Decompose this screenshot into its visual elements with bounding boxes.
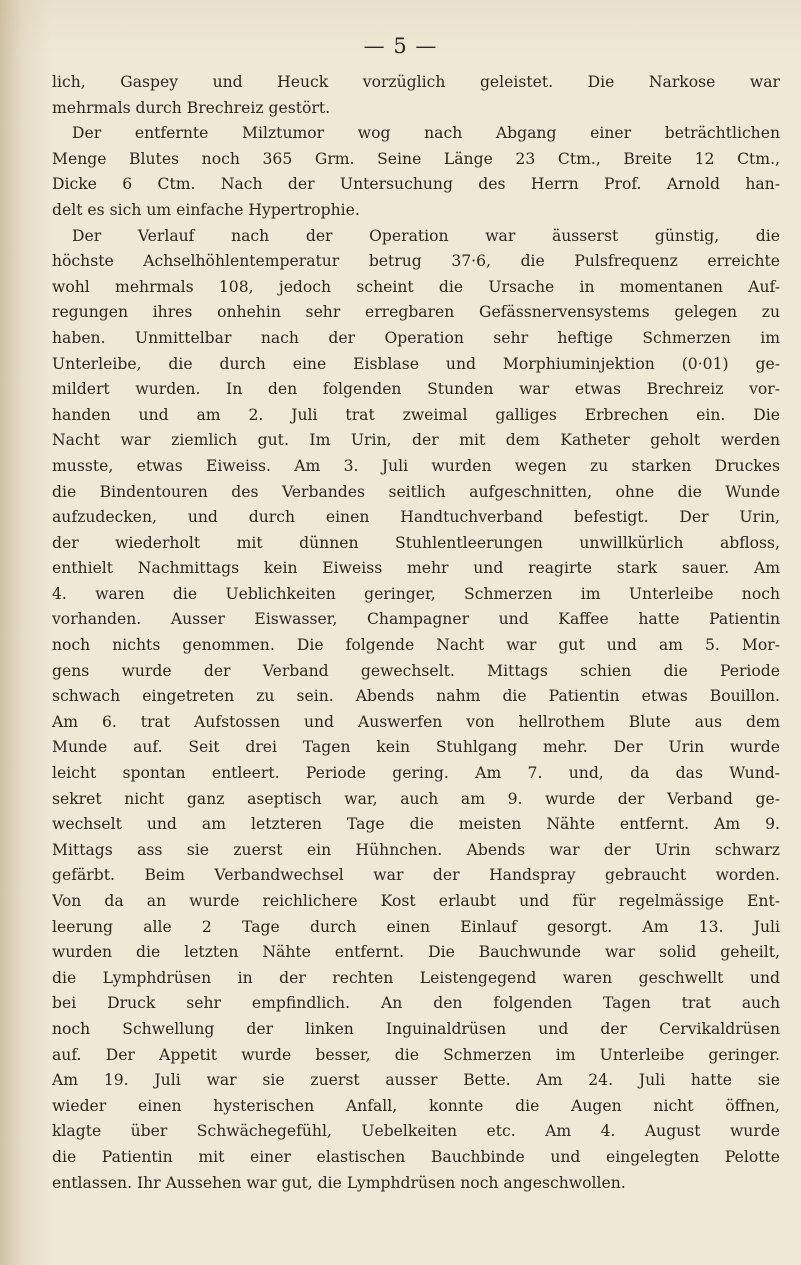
text-line: der wiederholt mit dünnen Stuhlentleerungen unwillkürlich abfloss, xyxy=(52,533,780,552)
text-line: Menge Blutes noch 365 Grm. Seine Länge 23 Ctm., Breite 12 Ctm., xyxy=(52,149,780,168)
text-line: wechselt und am letzteren Tage die meisten Nähte entfernt. Am 9. xyxy=(52,815,780,834)
text-line: Unterleibe, die durch eine Eisblase und Morphiuminjektion (0·01) ge- xyxy=(52,354,780,373)
text-line: die Patientin mit einer elastischen Bauchbinde und eingelegten Pelotte xyxy=(52,1147,780,1166)
text-line: klagte über Schwächegefühl, Uebelkeiten etc. Am 4. August wurde xyxy=(52,1122,780,1141)
text-line: regungen ihres onhehin sehr erregbaren Gefässnervensystems gelegen zu xyxy=(52,303,780,322)
text-line: Nacht war ziemlich gut. Im Urin, der mit dem Katheter geholt werden xyxy=(52,431,780,450)
text-line: handen und am 2. Juli trat zweimal galliges Erbrechen ein. Die xyxy=(52,405,780,424)
text-line: Der entfernte Milztumor wog nach Abgang einer beträchtlichen xyxy=(72,124,780,143)
text-line: aufzudecken, und durch einen Handtuchverband befestigt. Der Urin, xyxy=(52,508,780,527)
text-line: Dicke 6 Ctm. Nach der Untersuchung des Herrn Prof. Arnold han- xyxy=(52,175,780,194)
text-line: leerung alle 2 Tage durch einen Einlauf gesorgt. Am 13. Juli xyxy=(52,917,780,936)
text-line: sekret nicht ganz aseptisch war, auch am 9. wurde der Verband ge- xyxy=(52,789,780,808)
text-line: vorhanden. Ausser Eiswasser, Champagner und Kaffee hatte Patientin xyxy=(52,610,780,629)
body-text xyxy=(52,70,780,1196)
text-line: die Lymphdrüsen in der rechten Leistengegend waren geschwellt und xyxy=(52,968,780,987)
text-line: wohl mehrmals 108, jedoch scheint die Ursache in momentanen Auf- xyxy=(52,277,780,296)
text-line: Von da an wurde reichlichere Kost erlaubt und für regelmässige Ent- xyxy=(52,892,780,910)
text-line: lich, Gaspey und Heuck vorzüglich geleistet. Die Narkose war xyxy=(52,73,780,91)
text-line: musste, etwas Eiweiss. Am 3. Juli wurden wegen zu starken Druckes xyxy=(52,456,780,475)
text-line: auf. Der Appetit wurde besser, die Schmerzen im Unterleibe geringer. xyxy=(52,1045,780,1064)
text-line: schwach eingetreten zu sein. Abends nahm die Patientin etwas Bouillon. xyxy=(52,687,780,706)
text-line: die Bindentouren des Verbandes seitlich aufgeschnitten, ohne die Wunde xyxy=(52,482,780,501)
text-line: höchste Achselhöhlentemperatur betrug 37·6, die Pulsfrequenz erreichte xyxy=(52,252,780,271)
text-line: Munde auf. Seit drei Tagen kein Stuhlgang mehr. Der Urin wurde xyxy=(52,738,780,757)
text-line: delt es sich um einfache Hypertrophie. xyxy=(52,200,360,219)
text-line: entlassen. Ihr Aussehen war gut, die Lymphdrüsen noch angeschwollen. xyxy=(52,1173,626,1192)
text-line: Mittags ass sie zuerst ein Hühnchen. Abends war der Urin schwarz xyxy=(52,840,780,859)
text-line: Am 6. trat Aufstossen und Auswerfen von hellrothem Blute aus dem xyxy=(52,712,780,731)
text-line: gens wurde der Verband gewechselt. Mittags schien die Periode xyxy=(52,661,780,680)
text-line: bei Druck sehr empfindlich. An den folgenden Tagen trat auch xyxy=(52,994,780,1013)
text-line: noch nichts genommen. Die folgende Nacht war gut und am 5. Mor- xyxy=(52,636,780,655)
text-line: enthielt Nachmittags kein Eiweiss mehr und reagirte stark sauer. Am xyxy=(52,559,780,578)
text-line: mehrmals durch Brechreiz gestört. xyxy=(52,98,331,117)
text-line: Am 19. Juli war sie zuerst ausser Bette. Am 24. Juli hatte sie xyxy=(52,1071,780,1090)
text-line: mildert wurden. In den folgenden Stunden war etwas Brechreiz vor- xyxy=(52,380,780,399)
text-line: gefärbt. Beim Verbandwechsel war der Handspray gebraucht worden. xyxy=(52,866,780,885)
text-line: leicht spontan entleert. Periode gering. Am 7. und, da das Wund- xyxy=(52,764,780,783)
text-line: wieder einen hysterischen Anfall, konnte die Augen nicht öffnen, xyxy=(52,1096,780,1115)
text-line: Der Verlauf nach der Operation war äusserst günstig, die xyxy=(72,226,780,245)
page-number: — 5 — xyxy=(363,34,438,58)
text-line: haben. Unmittelbar nach der Operation sehr heftige Schmerzen im xyxy=(52,328,780,347)
text-line: noch Schwellung der linken Inguinaldrüsen und der Cervikaldrüsen xyxy=(52,1019,780,1038)
text-line: wurden die letzten Nähte entfernt. Die Bauchwunde war solid geheilt, xyxy=(52,943,780,962)
text-line: 4. waren die Ueblichkeiten geringer, Schmerzen im Unterleibe noch xyxy=(52,584,780,603)
